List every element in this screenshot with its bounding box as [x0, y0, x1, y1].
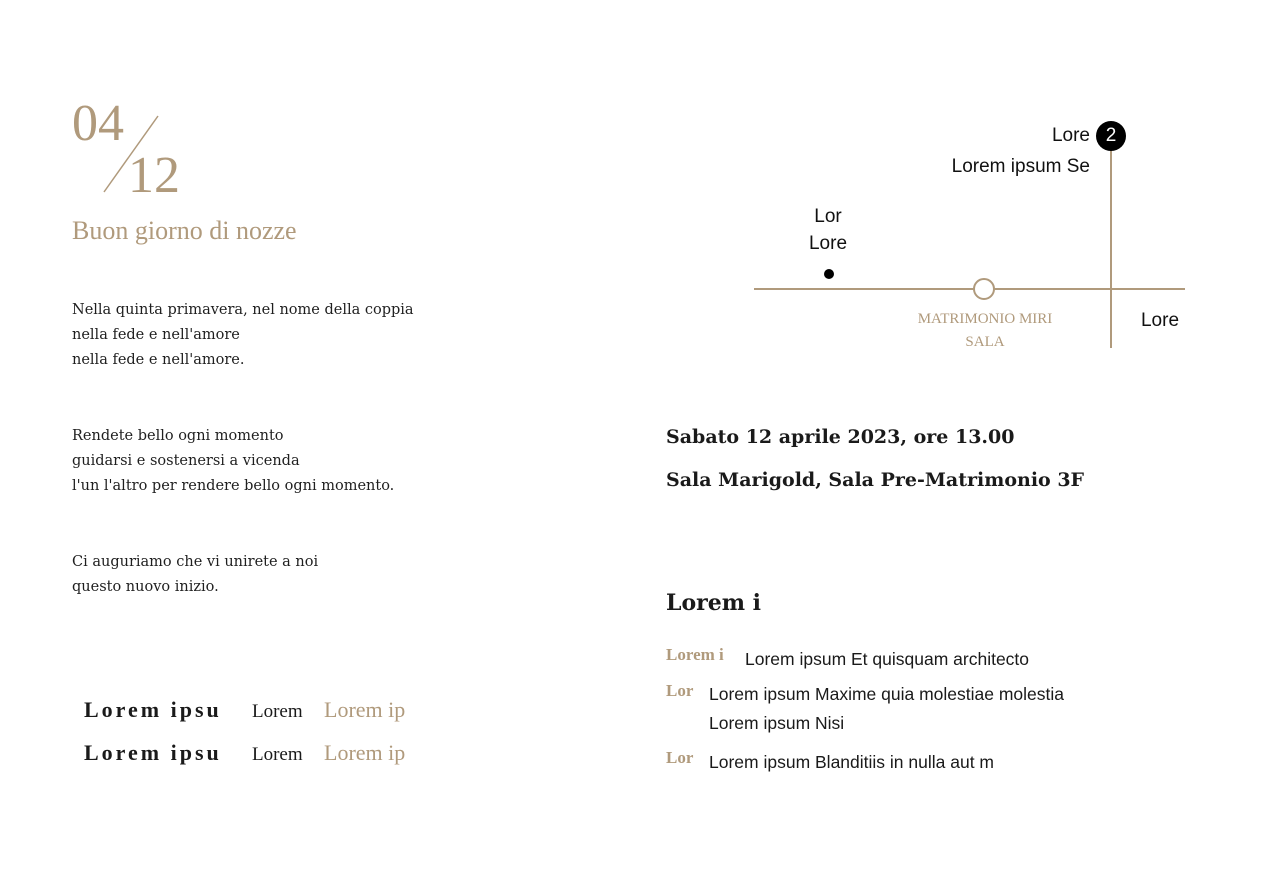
venue-line-2: SALA [965, 334, 1005, 350]
poem-line: nella fede e nell'amore. [72, 352, 245, 368]
date-day: 04 [72, 95, 124, 152]
station-number: 2 [1105, 125, 1117, 146]
schedule-item [709, 680, 1064, 738]
landmark-dot-icon [824, 269, 834, 279]
poem-line: Rendete bello ogni momento [72, 428, 284, 444]
venue-marker-icon [974, 279, 994, 299]
signature-row-2 [84, 740, 405, 766]
signature-row-1 [84, 697, 405, 723]
poem-line: Ci auguriamo che vi unirete a noi [72, 554, 319, 570]
poem-line: guidarsi e sostenersi a vicenda [72, 453, 300, 469]
poem-stanza-2 [72, 424, 492, 499]
schedule-title: Lorem i [666, 590, 762, 616]
station-label: Lore [1051, 125, 1090, 146]
poem-stanza-1 [72, 298, 492, 373]
signature-role: Lorem ip [324, 740, 406, 765]
signature-relation: Lorem [252, 744, 303, 765]
event-datetime: Sabato 12 aprile 2023, ore 13.00 [666, 426, 1015, 448]
poem-stanza-3 [72, 550, 492, 600]
schedule-time: Lor [666, 681, 694, 700]
landmark-line-1: Lor [814, 206, 842, 227]
landmark-line-2: Lore [808, 233, 848, 254]
poem-line: Nella quinta primavera, nel nome della coppia [72, 302, 414, 318]
poem-line: questo nuovo inizio. [72, 579, 219, 595]
schedule-item [745, 645, 1029, 674]
schedule-line: Lorem ipsum Et quisquam architecto [745, 649, 1030, 669]
greeting-title: Buon giorno di nozze [72, 216, 297, 245]
schedule-line: Lorem ipsum Nisi [709, 713, 845, 733]
schedule-line: Lorem ipsum Blanditiis in nulla aut m [709, 752, 994, 772]
schedule-time: Lorem i [666, 645, 724, 664]
signature-name: Lorem ipsu [84, 697, 222, 722]
date-month: 12 [128, 147, 180, 204]
poem-line: nella fede e nell'amore [72, 327, 240, 343]
schedule-line: Lorem ipsum Maxime quia molestiae molestia [709, 684, 1064, 704]
schedule-item [709, 748, 994, 777]
road-label: Lore [1140, 310, 1180, 331]
venue-line-1: MATRIMONIO MIRI [917, 311, 1053, 327]
station-sub: Lorem ipsum Se [951, 156, 1090, 177]
venue-caption [885, 308, 1085, 354]
signature-name: Lorem ipsu [84, 740, 222, 765]
signature-relation: Lorem [252, 701, 303, 722]
event-place: Sala Marigold, Sala Pre-Matrimonio 3F [666, 469, 1085, 491]
schedule-time: Lor [666, 748, 694, 767]
poem-line: l'un l'altro per rendere bello ogni momento. [72, 478, 395, 494]
signature-role: Lorem ip [324, 697, 406, 722]
